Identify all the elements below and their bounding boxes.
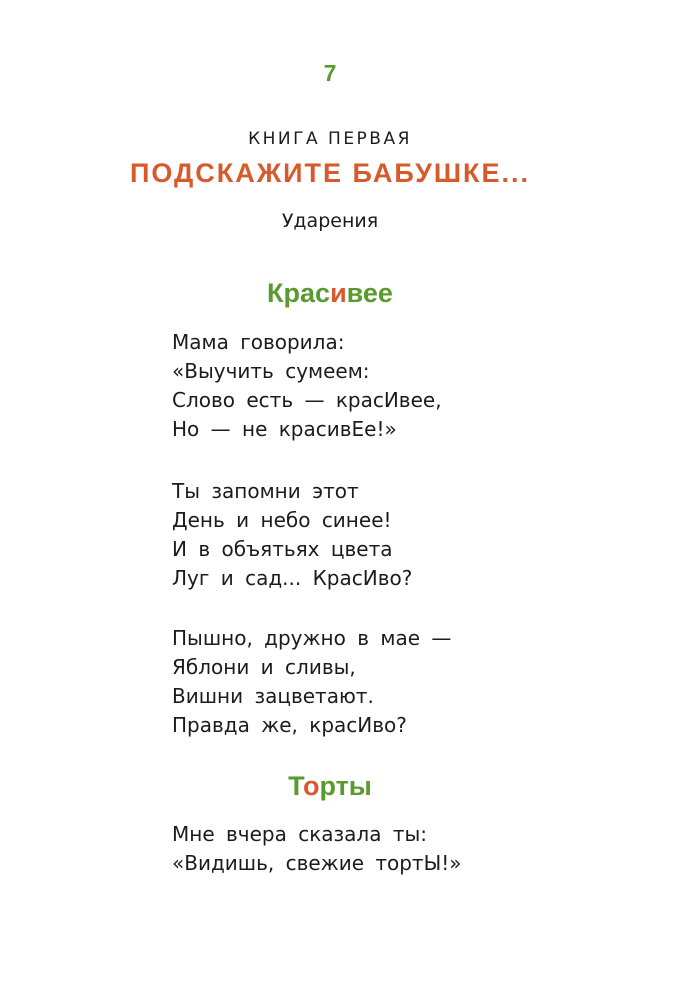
poem-line: И в объятьях цвета bbox=[172, 537, 393, 561]
poem-title-part: Крас bbox=[267, 278, 331, 308]
poem-line: «Выучить сумеем: bbox=[172, 359, 370, 383]
poem-title-krasivee bbox=[0, 278, 660, 309]
poem-line: Мне вчера сказала ты: bbox=[172, 822, 428, 846]
poem-line: Вишни зацветают. bbox=[172, 684, 374, 708]
poem-line: Но — не красивЕе!» bbox=[172, 417, 397, 441]
page-number: 7 bbox=[323, 60, 337, 86]
stanza bbox=[172, 624, 451, 740]
poem-title-torty bbox=[0, 771, 660, 802]
stanza bbox=[172, 477, 412, 593]
poem-line: Мама говорила: bbox=[172, 330, 345, 354]
poem-title-stressed-letter: и bbox=[330, 278, 347, 308]
poem-title-stressed-letter: о bbox=[302, 771, 320, 801]
poem-line: Ты запомни этот bbox=[172, 479, 359, 503]
poem-line: Луг и сад... КрасИво? bbox=[172, 566, 413, 590]
book-label: КНИГА ПЕРВАЯ bbox=[248, 129, 412, 149]
poem-line: Правда же, красИво? bbox=[172, 713, 407, 737]
poem-line: Яблони и сливы, bbox=[172, 655, 356, 679]
poem-line: Пышно, дружно в мае — bbox=[172, 626, 452, 650]
poem-title-part: вее bbox=[346, 278, 393, 308]
poem-title-part: Т bbox=[288, 771, 303, 801]
section-subtitle: Ударения bbox=[281, 210, 379, 232]
poem-line: «Видишь, свежие тортЫ!» bbox=[172, 851, 462, 875]
poem-title-part: рты bbox=[319, 771, 372, 801]
poem-line: День и небо синее! bbox=[172, 508, 392, 532]
stanza bbox=[172, 820, 461, 878]
stanza bbox=[172, 328, 442, 444]
book-title: ПОДСКАЖИТЕ БАБУШКЕ... bbox=[129, 158, 531, 188]
poem-line: Слово есть — красИвее, bbox=[172, 388, 442, 412]
